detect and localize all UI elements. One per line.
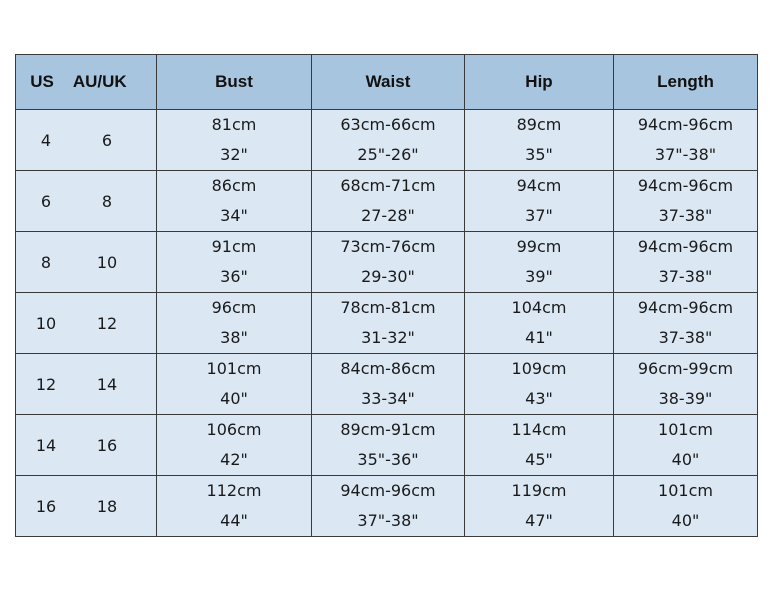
bust-cm: 101cm xyxy=(206,359,262,378)
hip-cm: 104cm xyxy=(511,298,567,317)
bust-cm: 81cm xyxy=(211,115,257,134)
waist-in: 33-34" xyxy=(361,389,415,408)
bust-cm: 86cm xyxy=(211,176,257,195)
au-uk-size: 10 xyxy=(96,252,118,272)
table-row xyxy=(16,232,758,293)
length-cm: 101cm xyxy=(658,481,713,500)
hip-in: 35" xyxy=(525,145,553,164)
hip-cell xyxy=(465,354,614,415)
au-uk-size: 16 xyxy=(96,435,118,455)
length-in: 37-38" xyxy=(658,328,713,347)
waist-in: 27-28" xyxy=(361,206,415,225)
hip-cm: 109cm xyxy=(511,359,567,378)
hip-cell xyxy=(465,293,614,354)
au-uk-size: 18 xyxy=(96,496,118,516)
waist-in: 25"-26" xyxy=(357,145,419,164)
waist-header: Waist xyxy=(312,55,465,110)
size-cell xyxy=(16,232,157,293)
bust-header: Bust xyxy=(157,55,312,110)
bust-in: 40" xyxy=(220,389,248,408)
hip-in: 43" xyxy=(525,389,553,408)
length-in: 37"-38" xyxy=(654,145,717,164)
bust-cell xyxy=(157,293,312,354)
hip-cell xyxy=(465,415,614,476)
bust-cm: 112cm xyxy=(206,481,262,500)
waist-cell xyxy=(312,354,465,415)
au-uk-header: AU/UK xyxy=(72,72,127,91)
hip-cm: 99cm xyxy=(516,237,562,256)
table-row xyxy=(16,293,758,354)
bust-in: 36" xyxy=(220,267,248,286)
waist-cm: 68cm-71cm xyxy=(340,176,436,195)
length-in: 37-38" xyxy=(658,267,713,286)
hip-cm: 89cm xyxy=(516,115,562,134)
length-in: 37-38" xyxy=(658,206,713,225)
waist-cm: 78cm-81cm xyxy=(340,298,436,317)
bust-cell xyxy=(157,354,312,415)
au-uk-size: 8 xyxy=(101,191,113,211)
size-cell xyxy=(16,110,157,171)
au-uk-size: 12 xyxy=(96,313,118,333)
length-cm: 94cm-96cm xyxy=(637,298,734,317)
waist-cm: 84cm-86cm xyxy=(340,359,436,378)
au-uk-size: 6 xyxy=(101,130,113,150)
hip-in: 37" xyxy=(525,206,553,225)
hip-cell xyxy=(465,476,614,537)
length-cm: 101cm xyxy=(658,420,713,439)
length-cell xyxy=(614,171,758,232)
length-cell xyxy=(614,476,758,537)
hip-in: 47" xyxy=(525,511,553,530)
us-size: 16 xyxy=(35,496,57,516)
us-size: 6 xyxy=(40,191,52,211)
size-cell xyxy=(16,476,157,537)
waist-cell xyxy=(312,293,465,354)
length-cm: 94cm-96cm xyxy=(637,176,734,195)
size-cell xyxy=(16,293,157,354)
bust-in: 42" xyxy=(220,450,248,469)
us-size: 14 xyxy=(35,435,57,455)
hip-cell xyxy=(465,171,614,232)
us-size: 10 xyxy=(35,313,57,333)
waist-cm: 94cm-96cm xyxy=(340,481,436,500)
bust-in: 32" xyxy=(220,145,248,164)
hip-cm: 94cm xyxy=(516,176,562,195)
waist-in: 29-30" xyxy=(361,267,415,286)
au-uk-size: 14 xyxy=(96,374,118,394)
bust-cell xyxy=(157,171,312,232)
bust-cell xyxy=(157,415,312,476)
bust-cm: 91cm xyxy=(211,237,257,256)
length-cell xyxy=(614,415,758,476)
bust-in: 34" xyxy=(220,206,248,225)
hip-header: Hip xyxy=(465,55,614,110)
hip-cell xyxy=(465,110,614,171)
table-row xyxy=(16,415,758,476)
length-cm: 94cm-96cm xyxy=(637,237,734,256)
waist-cell xyxy=(312,171,465,232)
waist-cell xyxy=(312,415,465,476)
bust-cell xyxy=(157,476,312,537)
bust-cm: 106cm xyxy=(206,420,262,439)
table-row xyxy=(16,171,758,232)
waist-cell xyxy=(312,476,465,537)
hip-cm: 114cm xyxy=(511,420,567,439)
length-header: Length xyxy=(614,55,758,110)
hip-in: 39" xyxy=(525,267,553,286)
us-size: 4 xyxy=(40,130,52,150)
table-row xyxy=(16,354,758,415)
hip-cell xyxy=(465,232,614,293)
length-in: 38-39" xyxy=(658,389,713,408)
us-header: US xyxy=(30,72,54,91)
us-size: 8 xyxy=(40,252,52,272)
us-size: 12 xyxy=(35,374,57,394)
bust-cell xyxy=(157,110,312,171)
size-header xyxy=(16,55,157,110)
length-cm: 94cm-96cm xyxy=(637,115,734,134)
waist-cm: 73cm-76cm xyxy=(340,237,436,256)
waist-in: 31-32" xyxy=(361,328,415,347)
bust-cell xyxy=(157,232,312,293)
hip-cm: 119cm xyxy=(511,481,567,500)
table-row xyxy=(16,110,758,171)
length-cell xyxy=(614,110,758,171)
size-cell xyxy=(16,415,157,476)
waist-cell xyxy=(312,232,465,293)
length-cell xyxy=(614,232,758,293)
length-cm: 96cm-99cm xyxy=(637,359,734,378)
length-in: 40" xyxy=(671,511,700,530)
waist-in: 37"-38" xyxy=(357,511,419,530)
waist-cm: 63cm-66cm xyxy=(340,115,436,134)
hip-in: 45" xyxy=(525,450,553,469)
size-cell xyxy=(16,354,157,415)
size-cell xyxy=(16,171,157,232)
size-chart-table xyxy=(15,54,758,537)
table-row xyxy=(16,476,758,537)
length-cell xyxy=(614,354,758,415)
waist-in: 35"-36" xyxy=(357,450,419,469)
bust-cm: 96cm xyxy=(211,298,257,317)
bust-in: 44" xyxy=(220,511,248,530)
waist-cell xyxy=(312,110,465,171)
length-cell xyxy=(614,293,758,354)
bust-in: 38" xyxy=(220,328,248,347)
waist-cm: 89cm-91cm xyxy=(340,420,436,439)
length-in: 40" xyxy=(671,450,700,469)
hip-in: 41" xyxy=(525,328,553,347)
header-row xyxy=(16,55,758,110)
